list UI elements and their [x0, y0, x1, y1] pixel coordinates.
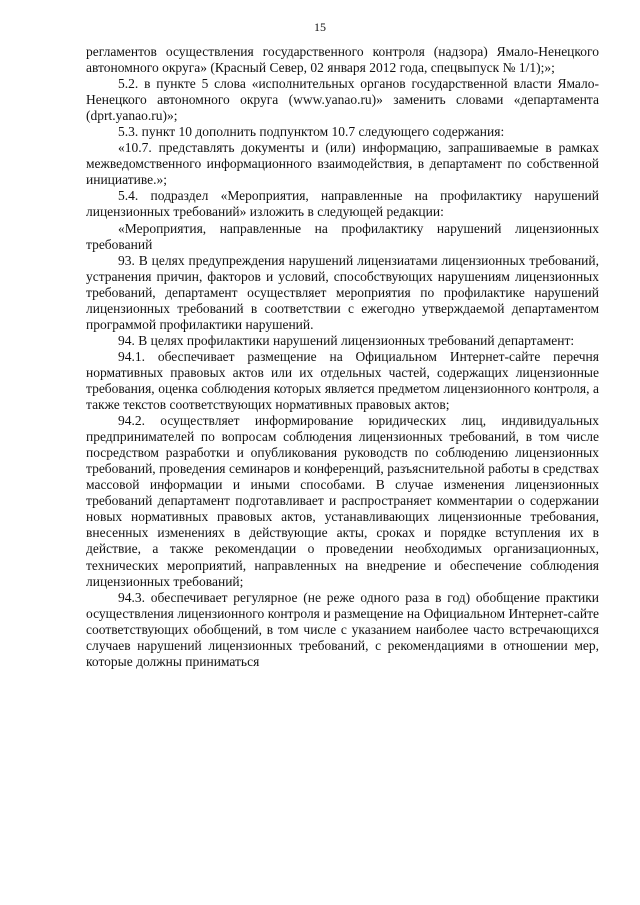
- paragraph-regulations-continuation: регламентов осуществления государственного контроля (надзора) Ямало-Ненецкого автономного округа» (Красный Север, 02 января 2012 года, спецвыпуск № 1/1);»;: [86, 44, 599, 76]
- document-body: [86, 44, 599, 670]
- paragraph-5-2: 5.2. в пункте 5 слова «исполнительных органов государственной власти Ямало-Ненецкого автономного округа (www.yanao.ru)» заменить словами «департамента (dprt.yanao.ru)»;: [86, 76, 599, 124]
- paragraph-10-7: «10.7. представлять документы и (или) информацию, запрашиваемые в рамках межведомственного информационного взаимодействия, в департамент по собственной инициативе.»;: [86, 140, 599, 188]
- paragraph-5-3: 5.3. пункт 10 дополнить подпунктом 10.7 следующего содержания:: [118, 124, 505, 140]
- page-number: 15: [314, 20, 326, 34]
- paragraph-94-2: 94.2. осуществляет информирование юридических лиц, индивидуальных предпринимателей по вопросам соблюдения лицензионных требований, в том числе посредством разработки и опубликования руководств по соблюдению лицензионных требований, проведения семинаров и конференций, разъяснительной работы в средствах массовой информации и иными способами. В случае изменения лицензионных требований департамент подготавливает и распространяет комментарии о содержании новых нормативных правовых актов, устанавливающих лицензионные требования, внесенных изменениях в действующие акты, сроках и порядке вступления их в действие, а также рекомендации о проведении необходимых организационных, технических мероприятий, направленных на внедрение и обеспечение соблюдения лицензионных требований;: [86, 413, 599, 589]
- paragraph-93: 93. В целях предупреждения нарушений лицензиатами лицензионных требований, устранения причин, факторов и условий, способствующих нарушениям лицензионных требований, департамент осуществляет мероприятия по профилактике нарушений лицензионных требований в соответствии с ежегодно утверждаемой департаментом программой профилактики нарушений.: [86, 252, 599, 332]
- paragraph-94: 94. В целях профилактики нарушений лицензионных требований департамент:: [118, 332, 575, 348]
- subsection-heading: «Мероприятия, направленные на профилактику нарушений лицензионных требований: [86, 220, 599, 252]
- paragraph-94-1: 94.1. обеспечивает размещение на Официальном Интернет-сайте перечня нормативных правовых актов или их отдельных частей, содержащих лицензионные требования, оценка соблюдения которых является предметом лицензионного контроля, а также текстов соответствующих нормативных правовых актов;: [86, 348, 599, 413]
- paragraph-94-3: 94.3. обеспечивает регулярное (не реже одного раза в год) обобщение практики осуществления лицензионного контроля и размещение на Официальном Интернет-сайте соответствующих обобщений, в том числе с указанием наиболее часто встречающихся случаев нарушений лицензионных требований, с рекомендациями в отношении мер, которые должны приниматься: [86, 589, 599, 669]
- paragraph-5-4: 5.4. подраздел «Мероприятия, направленные на профилактику нарушений лицензионных требований» изложить в следующей редакции:: [86, 188, 599, 220]
